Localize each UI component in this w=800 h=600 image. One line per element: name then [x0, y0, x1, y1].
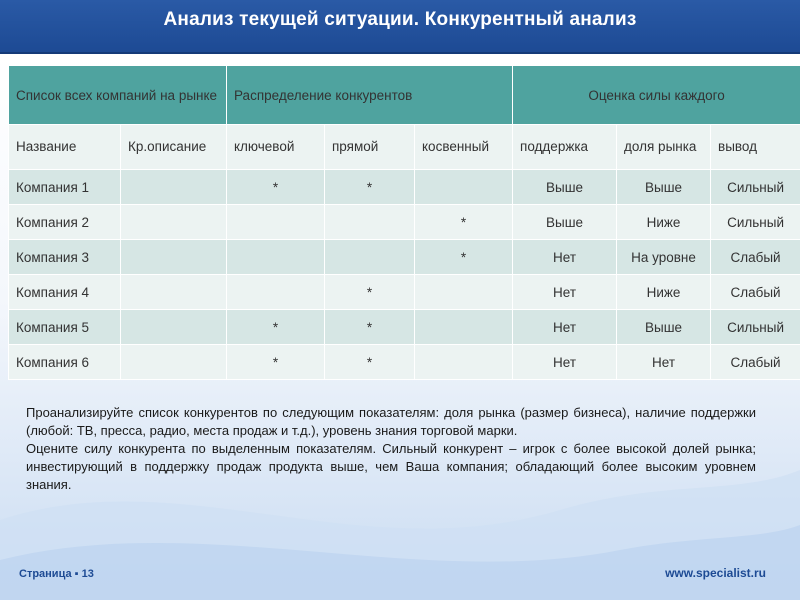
- table-cell: [415, 310, 513, 345]
- table-cell: Нет: [513, 240, 617, 275]
- table-row: [9, 345, 800, 380]
- title-bar: [0, 0, 800, 54]
- table-cell: *: [227, 170, 325, 205]
- paragraph-analyze: Проанализируйте список конкурентов по следующим показателям: доля рынка (размер бизнеса), наличие поддержки (любой: ТВ, пресса, радио, места продаж и т.д.), уровень знания торговой марки.: [26, 405, 756, 438]
- table-cell: Ниже: [617, 205, 711, 240]
- header-companies: Список всех компаний на рынке: [9, 66, 227, 125]
- company-name-cell: Компания 6: [9, 345, 121, 380]
- table-cell: [325, 240, 415, 275]
- column-header: прямой: [325, 125, 415, 170]
- table-cell: [227, 240, 325, 275]
- table-cell: [121, 310, 227, 345]
- table-row: [9, 240, 800, 275]
- table-cell: [325, 205, 415, 240]
- company-name-cell: Компания 3: [9, 240, 121, 275]
- column-header: Название: [9, 125, 121, 170]
- column-header: Кр.описание: [121, 125, 227, 170]
- table-cell: [415, 275, 513, 310]
- header-distribution: Распределение конкурентов: [227, 66, 513, 125]
- table-cell: [415, 170, 513, 205]
- table-cell: [415, 345, 513, 380]
- footer-url-link[interactable]: www.specialist.ru: [665, 566, 766, 580]
- table-cell: [121, 275, 227, 310]
- table-cell: Слабый: [711, 240, 800, 275]
- table-cell: Выше: [513, 205, 617, 240]
- table-cell: [121, 170, 227, 205]
- table-cell: Сильный: [711, 170, 800, 205]
- company-name-cell: Компания 4: [9, 275, 121, 310]
- table-cell: *: [227, 345, 325, 380]
- table-cell: Выше: [617, 170, 711, 205]
- table-cell: Сильный: [711, 310, 800, 345]
- table-row: [9, 170, 800, 205]
- competitor-table: [8, 65, 800, 380]
- table-cell: Выше: [513, 170, 617, 205]
- table-cell: Сильный: [711, 205, 800, 240]
- page-number: Страница ▪ 13: [19, 568, 94, 580]
- table-cell: Выше: [617, 310, 711, 345]
- company-name-cell: Компания 2: [9, 205, 121, 240]
- page-title: Анализ текущей ситуации. Конкурентный анализ: [163, 9, 637, 30]
- table-cell: На уровне: [617, 240, 711, 275]
- company-name-cell: Компания 1: [9, 170, 121, 205]
- table-row: [9, 205, 800, 240]
- table-cell: *: [415, 205, 513, 240]
- table-cell: *: [325, 275, 415, 310]
- column-header: косвенный: [415, 125, 513, 170]
- table-cell: *: [227, 310, 325, 345]
- table-cell: [121, 345, 227, 380]
- column-header: поддержка: [513, 125, 617, 170]
- column-header: доля рынка: [617, 125, 711, 170]
- table-cell: Нет: [513, 310, 617, 345]
- table-cell: [121, 205, 227, 240]
- table-row: [9, 275, 800, 310]
- table-body: [9, 170, 800, 380]
- table-row: [9, 310, 800, 345]
- header-strength: Оценка силы каждого: [513, 66, 800, 125]
- table-cell: *: [325, 170, 415, 205]
- table-cell: *: [415, 240, 513, 275]
- table-cell: Слабый: [711, 275, 800, 310]
- column-header: вывод: [711, 125, 800, 170]
- table-cell: Нет: [513, 275, 617, 310]
- table-cell: Нет: [513, 345, 617, 380]
- table-cell: *: [325, 310, 415, 345]
- column-header: ключевой: [227, 125, 325, 170]
- table-cell: [121, 240, 227, 275]
- table-cell: [227, 275, 325, 310]
- group-header-row: [9, 66, 800, 125]
- instructions-text: [26, 404, 756, 494]
- paragraph-evaluate: Оцените силу конкурента по выделенным показателям. Сильный конкурент – игрок с более высокой долей рынка; инвестирующий в поддержку продаж продукта выше, чем Ваша компания; обладающий более высоким уровнем знания.: [26, 441, 756, 492]
- table-cell: Слабый: [711, 345, 800, 380]
- company-name-cell: Компания 5: [9, 310, 121, 345]
- column-header-row: [9, 125, 800, 170]
- table-cell: Нет: [617, 345, 711, 380]
- table-cell: *: [325, 345, 415, 380]
- table-cell: [227, 205, 325, 240]
- table-cell: Ниже: [617, 275, 711, 310]
